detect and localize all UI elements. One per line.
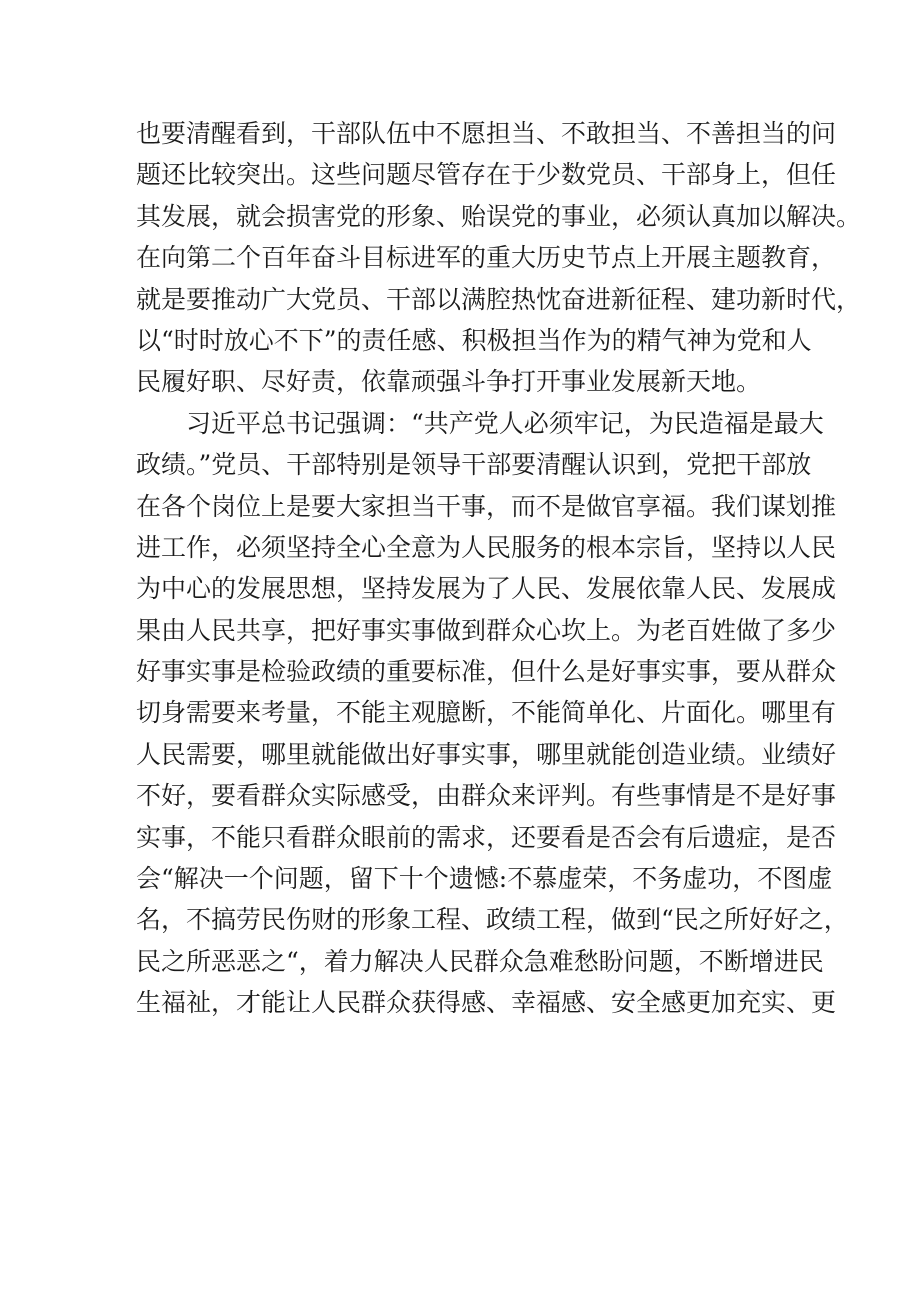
text-line: 其发展，就会损害党的形象、贻误党的事业，必须认真加以解决。 <box>136 201 862 231</box>
text-line: 民之所恶恶之“，着力解决人民群众急难愁盼问题，不断增进民 <box>136 946 824 976</box>
text-line: 题还比较突出。这些问题尽管存在于少数党员、干部身上，但任 <box>136 160 837 190</box>
text-line: 生福祉，才能让人民群众获得感、幸福感、安全感更加充实、更 <box>136 988 837 1018</box>
text-line: 就是要推动广大党员、干部以满腔热忱奋进新征程、建功新时代， <box>136 284 862 314</box>
text-line <box>136 1024 796 1065</box>
text-line: 人民需要，哪里就能做出好事实事，哪里就能创造业绩。业绩好 <box>136 739 837 769</box>
text-line: 也要清醒看到，干部队伍中不愿担当、不敢担当、不善担当的问 <box>136 119 837 148</box>
text-line: 民履好职、尽好责，依靠顽强斗争打开事业发展新天地。 <box>136 367 762 397</box>
text-line: 好事实事是检验政绩的重要标准，但什么是好事实事，要从群众 <box>136 657 837 687</box>
text-line: 在各个岗位上是要大家担当干事，而不是做官享福。我们谋划推 <box>136 491 837 521</box>
body-text <box>136 113 862 1065</box>
text-line: 实事，不能只看群众眼前的需求，还要看是否会有后遗症，是否 <box>136 822 837 852</box>
text-line: 以“时时放心不下”的责任感、积极担当作为的精气神为党和人 <box>136 325 812 355</box>
text-line: 不好，要看群众实际感受，由群众来评判。有些事情是不是好事 <box>136 781 837 811</box>
paragraph-1 <box>136 113 862 403</box>
text-line: 习近平总书记强调：“共产党人必须牢记，为民造福是最大 <box>186 408 824 438</box>
text-line: 切身需要来考量，不能主观臆断，不能简单化、片面化。哪里有 <box>136 698 837 728</box>
text-line: 为中心的发展思想，坚持发展为了人民、发展依靠人民、发展成 <box>136 574 837 604</box>
text-line: 会“解决一个问题，留下十个遗憾:不慕虚荣，不务虚功，不图虚 <box>136 864 833 894</box>
paragraph-2 <box>136 403 849 1065</box>
text-line: 在向第二个百年奋斗目标进军的重大历史节点上开展主题教育， <box>136 243 837 273</box>
text-line: 进工作，必须坚持全心全意为人民服务的根本宗旨，坚持以人民 <box>136 532 837 562</box>
text-line: 政绩。”党员、干部特别是领导干部要清醒认识到，党把干部放 <box>136 450 812 480</box>
text-line: 果由人民共享，把好事实事做到群众心坎上。为老百姓做了多少 <box>136 615 837 645</box>
text-line: 名，不搞劳民伤财的形象工程、政绩工程，做到“民之所好好之， <box>136 905 849 935</box>
